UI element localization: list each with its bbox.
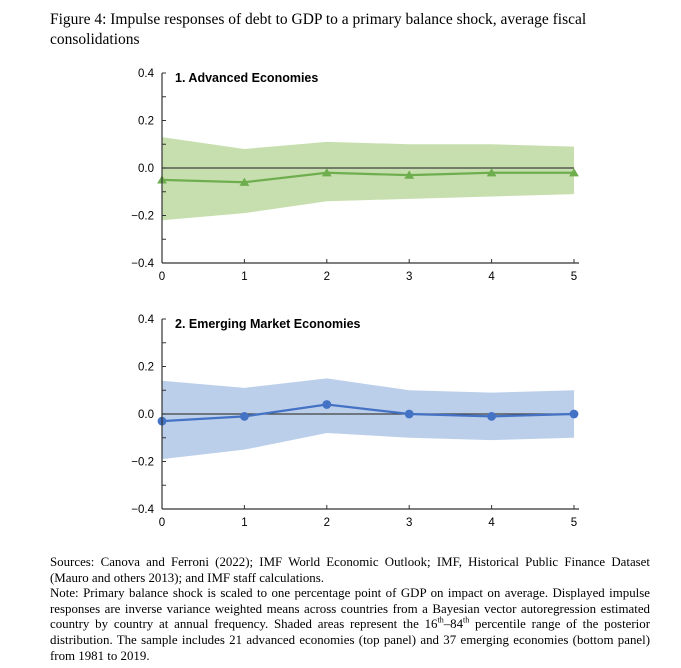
y-tick-label: 0.2: [138, 115, 154, 128]
sources-note: Sources: Canova and Ferroni (2022); IMF World Economic Outlook; IMF, Historical Public Finance Dataset (Mauro and others 2013); and IMF staff calculations.: [50, 555, 650, 585]
percentile-band: [162, 137, 574, 220]
y-tick-label: −0.4: [131, 504, 154, 516]
x-tick-label: 4: [488, 517, 495, 529]
x-tick-label: 5: [570, 517, 578, 529]
x-tick-label: 4: [488, 271, 495, 283]
figure-title: Figure 4: Impulse responses of debt to GDP to a primary balance shock, average fiscal consolidations: [50, 11, 587, 48]
circle-marker: [487, 412, 496, 421]
x-tick-label: 1: [241, 517, 248, 529]
y-tick-label: 0.4: [138, 314, 154, 326]
percentile-band: [162, 378, 574, 459]
note-text: percentile range of the posterior distribution. The sample includes 21 advanced economies (top panel) and 37 emerging economies (bottom panel) from 1981 to 2019.: [50, 617, 650, 663]
y-tick-label: 0.2: [138, 361, 154, 374]
y-tick-label: −0.2: [131, 456, 154, 469]
y-tick-label: 0.0: [138, 409, 154, 421]
circle-marker: [240, 412, 249, 421]
circle-marker: [405, 410, 414, 419]
y-tick-label: −0.4: [131, 258, 154, 270]
advanced-economies-chart: [105, 60, 605, 294]
x-tick-label: 0: [158, 517, 166, 529]
panel-title: 1. Advanced Economies: [175, 71, 319, 85]
y-tick-label: −0.2: [131, 210, 154, 223]
circle-marker: [322, 400, 331, 409]
x-tick-label: 5: [570, 271, 578, 283]
note-text: Note: Primary balance shock is scaled to one percentage point of GDP on impact on average. Displayed impulse responses are inverse variance weighted means across countries from a Bayesian vector autoregression estimated country by country at annual frequency. Shaded areas represent the 16: [50, 586, 650, 632]
figure-notes: [50, 555, 650, 664]
note-text: –84: [443, 617, 464, 632]
note-superscript: th: [463, 616, 470, 626]
panel-title: 2. Emerging Market Economies: [175, 317, 361, 331]
x-tick-label: 3: [405, 517, 413, 529]
y-tick-label: 0.4: [138, 68, 154, 80]
y-tick-label: 0.0: [138, 163, 154, 175]
x-tick-label: 0: [158, 271, 166, 283]
x-tick-label: 2: [323, 271, 331, 283]
x-tick-label: 1: [241, 271, 248, 283]
circle-marker: [570, 410, 579, 419]
emerging-markets-chart: [105, 306, 605, 540]
note-superscript: th: [437, 616, 444, 626]
x-tick-label: 3: [405, 271, 413, 283]
x-tick-label: 2: [323, 517, 331, 529]
figure-note: [50, 586, 650, 664]
